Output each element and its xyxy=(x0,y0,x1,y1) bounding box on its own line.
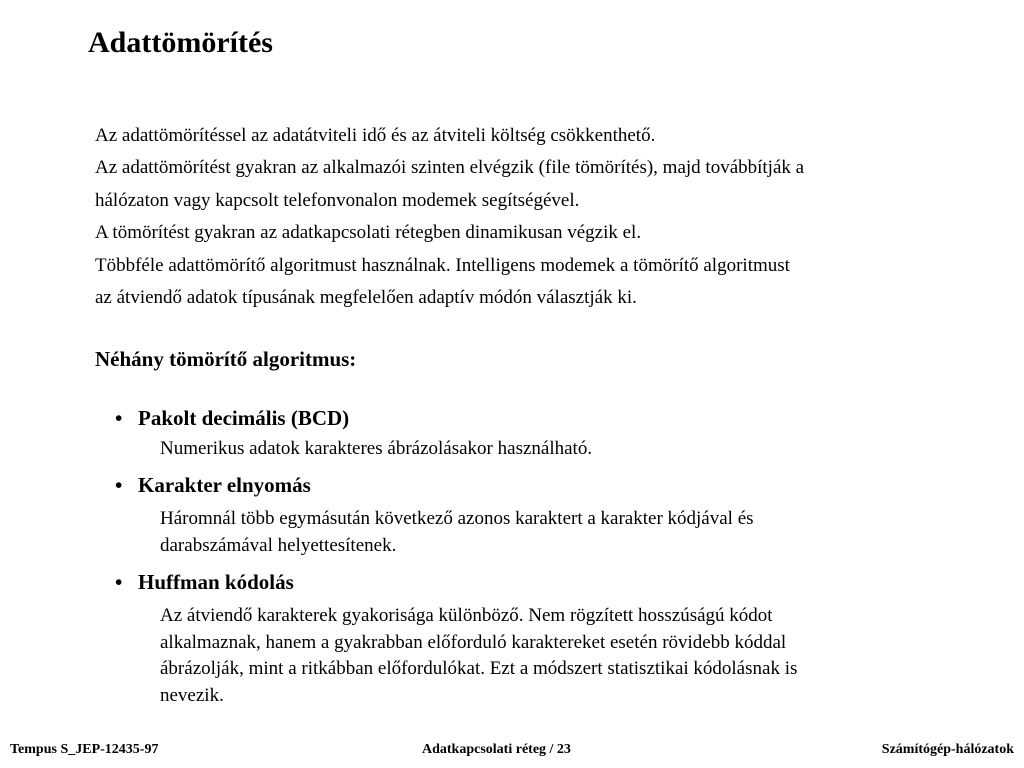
intro-line: Az adattömörítést gyakran az alkalmazói szinten elvégzik (file tömörítés), majd továbbítják a xyxy=(95,157,805,179)
algorithm-label: Pakolt decimális (BCD) xyxy=(138,406,350,430)
algorithm-description xyxy=(160,603,797,710)
intro-line: az átviendő adatok típusának megfelelően adaptív módón választják ki. xyxy=(95,287,637,309)
intro-paragraph xyxy=(95,120,975,314)
description-line: Háromnál több egymásután következő azonos karaktert a karakter kódjával és xyxy=(160,508,754,529)
description-line: Numerikus adatok karakteres ábrázolásakor használható. xyxy=(160,438,593,459)
algorithm-label: Huffman kódolás xyxy=(138,570,294,594)
intro-line: Többféle adattömörítő algoritmust használnak. Intelligens modemek a tömörítő algoritmust xyxy=(95,254,790,276)
description-line: ábrázolják, mint a ritkábban előfordulókat. Ezt a módszert statisztikai kódolásnak is xyxy=(160,658,798,680)
intro-line: hálózaton vagy kapcsolt telefonvonalon modemek segítségével. xyxy=(95,189,580,211)
footer-left: Tempus S_JEP-12435-97 xyxy=(10,742,159,757)
intro-line: A tömörítést gyakran az adatkapcsolati rétegben dinamikusan végzik el. xyxy=(95,222,642,244)
description-line: nevezik. xyxy=(160,685,224,707)
bullet-icon: • xyxy=(115,473,123,497)
footer-right: Számítógép-hálózatok xyxy=(881,742,1014,757)
page-title: Adattömörítés xyxy=(88,26,273,59)
bullet-icon: • xyxy=(115,570,123,594)
bullet-icon: • xyxy=(115,406,123,430)
algorithm-description xyxy=(160,506,754,559)
description-line: darabszámával helyettesítenek. xyxy=(160,534,397,556)
algorithms-heading: Néhány tömörítő algoritmus: xyxy=(95,347,357,371)
description-line: alkalmaznak, hanem a gyakrabban előforduló karaktereket esetén rövidebb kóddal xyxy=(160,631,787,653)
footer-center: Adatkapcsolati réteg / 23 xyxy=(422,742,571,757)
algorithm-description xyxy=(160,436,592,463)
intro-line: Az adattömörítéssel az adatátviteli idő és az átviteli költség csökkenthető. xyxy=(95,125,656,146)
algorithm-label: Karakter elnyomás xyxy=(138,473,311,497)
description-line: Az átviendő karakterek gyakorisága különböző. Nem rögzített hosszúságú kódot xyxy=(160,605,773,626)
